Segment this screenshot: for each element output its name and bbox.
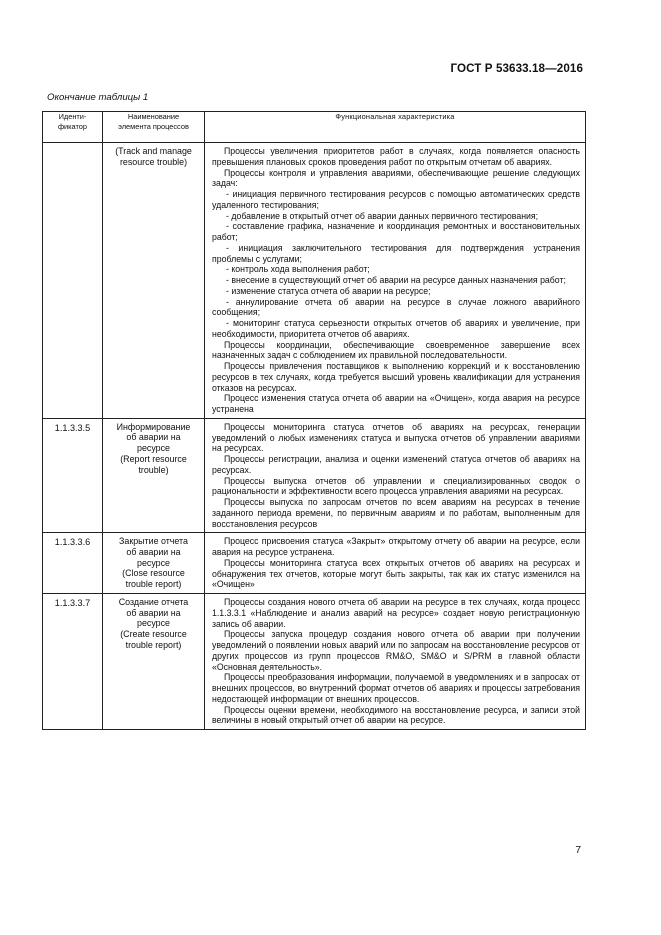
element-name-line: (Create resource	[120, 629, 187, 640]
row-element-name	[103, 533, 205, 594]
element-name-line: (Track and manage	[115, 146, 192, 156]
description-paragraph: Процессы увеличения приоритетов работ в случаях, когда появляется опасность превышения плановых сроков проведения работ по открытым отчетам об авариях.	[212, 146, 580, 167]
element-name-line: trouble)	[138, 464, 169, 475]
description-paragraph: Процессы оценки времени, необходимого на восстановление ресурса, и записи этой величины в новый открытый отчет об аварии на ресурсе.	[212, 704, 580, 726]
task-list-item: - инициация первичного тестирования ресурсов с помощью автоматических средств удаленного тестирования;	[212, 189, 580, 210]
description-paragraph: Процесс изменения статуса отчета об аварии на «Очищен», когда авария на ресурсе устранена	[212, 393, 580, 414]
row-identifier: 1.1.3.3.6	[43, 533, 103, 594]
element-name-line: ресурсе	[137, 443, 170, 454]
row-characteristic	[205, 418, 586, 533]
description-paragraph: Процессы привлечения поставщиков к выполнению коррекций и к восстановлению ресурсов в тех случаях, когда требуется высший уровень квалификации для устранения отказов на ресурсах.	[212, 361, 580, 393]
description-paragraph: Процессы мониторинга статуса всех открытых отчетов об авариях на ресурсах и обнаружения тех отчетов, которые могут быть закрыты, так как их статус изменился на «Очищен»	[212, 557, 580, 590]
description-paragraph: Процессы координации, обеспечивающие своевременное завершение всех назначенных задач с соблюдением их правильной последовательности.	[212, 339, 580, 361]
task-list-item: - мониторинг статуса серьезности открытых отчетов об авариях и увеличение, при необходимости, приоритета отчетов об авариях.	[212, 318, 580, 339]
element-name-line: ресурсе	[137, 618, 170, 629]
header-name-line: элемента процессов	[118, 121, 189, 131]
row-characteristic	[205, 594, 586, 730]
description-paragraph: Процессы создания нового отчета об аварии на ресурсе в тех случаях, когда процесс 1.1.3.3.1 «Наблюдение и анализ аварий на ресурсе» создает новую регистрационную запись об аварии.	[212, 597, 580, 629]
description-paragraph: Процессы преобразования информации, получаемой в уведомлениях и в запросах от внешних процессов, во внутренний формат отчетов об авариях и процессы затребования недостающей информации от внешних процессов.	[212, 672, 580, 704]
description-paragraph: Процессы мониторинга статуса отчетов об авариях на ресурсах, генерации уведомлений о любых изменениях статуса и выпуска отчетов об управлении авариями на ресурсах.	[212, 421, 580, 454]
table-row	[43, 143, 586, 419]
description-paragraph: Процессы запуска процедур создания нового отчета об аварии при получении уведомлений о появлении новых аварий или по запросам на восстановление ресурсов от других процессов из групп процессов RM&O, SM&O и S/PRM в главной области «Основная деятельность».	[212, 629, 580, 672]
header-identifier	[43, 112, 103, 143]
row-element-name	[103, 143, 205, 419]
row-characteristic	[205, 533, 586, 594]
table-caption: Окончание таблицы 1	[47, 92, 149, 103]
description-paragraph: Процесс присвоения статуса «Закрыт» открытому отчету об аварии на ресурсе, если авария на ресурсе устранена.	[212, 536, 580, 557]
row-identifier	[43, 143, 103, 419]
description-paragraph: Процессы выпуска по запросам отчетов по всем авариям на ресурсах в течение заданного периода времени, по первичным авариям и по работам, выполненным для восстановления ресурсов	[212, 497, 580, 529]
row-identifier: 1.1.3.3.7	[43, 594, 103, 730]
page-number: 7	[575, 845, 581, 856]
description-paragraph: Процессы регистрации, анализа и оценки изменений статуса отчетов об авариях на ресурсах.	[212, 454, 580, 475]
table-row	[43, 418, 586, 533]
task-list-item: - составление графика, назначение и координация ремонтных и восстановительных работ;	[212, 221, 580, 242]
row-characteristic	[205, 143, 586, 419]
header-name-line: Наименование	[127, 112, 180, 121]
element-name-line: trouble report)	[125, 579, 182, 590]
row-identifier: 1.1.3.3.5	[43, 418, 103, 533]
element-name-line: Информирование	[116, 421, 191, 432]
element-name-line: ресурсе	[137, 557, 170, 568]
element-name-line: об аварии на	[126, 432, 181, 443]
task-list-item: - инициация заключительного тестирования для подтверждения устранения проблемы с услугами;	[212, 242, 580, 264]
task-list-item: - контроль хода выполнения работ;	[226, 264, 370, 275]
table-row	[43, 594, 586, 730]
process-table	[42, 111, 586, 730]
table-row	[43, 533, 586, 594]
row-element-name	[103, 594, 205, 730]
element-name-line: (Close resource	[122, 568, 185, 579]
element-name-line: trouble report)	[125, 639, 182, 650]
document-header: ГОСТ Р 53633.18—2016	[450, 62, 583, 75]
task-list-item: - добавление в открытый отчет об аварии данных первичного тестирования;	[226, 210, 539, 221]
task-list-item: - изменение статуса отчета об аварии на ресурсе;	[226, 285, 431, 296]
task-list-item: - внесение в существующий отчет об аварии на ресурсе данных назначения работ;	[226, 275, 566, 285]
element-name-line: Закрытие отчета	[119, 536, 188, 547]
header-identifier-line: Иденти-	[58, 112, 87, 121]
header-identifier-line: фикатор	[57, 121, 88, 131]
description-paragraph: Процессы выпуска отчетов об управлении и специализированных сводок о рациональности и эффективности всего процесса управления авариями на ресурсах.	[212, 475, 580, 497]
description-paragraph: Процессы контроля и управления авариями, обеспечивающие решение следующих задач:	[212, 167, 580, 189]
element-name-line: resource trouble)	[119, 156, 188, 167]
header-characteristic: Функциональная характеристика	[205, 112, 586, 143]
table-header-row	[43, 112, 586, 143]
element-name-line: об аварии на	[126, 546, 181, 557]
header-element-name	[103, 112, 205, 143]
task-list-item: - аннулирование отчета об аварии на ресурсе в случае ложного аварийного сообщения;	[212, 296, 580, 318]
element-name-line: (Report resource	[120, 453, 187, 464]
row-element-name	[103, 418, 205, 533]
element-name-line: об аварии на	[126, 607, 181, 618]
element-name-line: Создание отчета	[118, 597, 189, 607]
